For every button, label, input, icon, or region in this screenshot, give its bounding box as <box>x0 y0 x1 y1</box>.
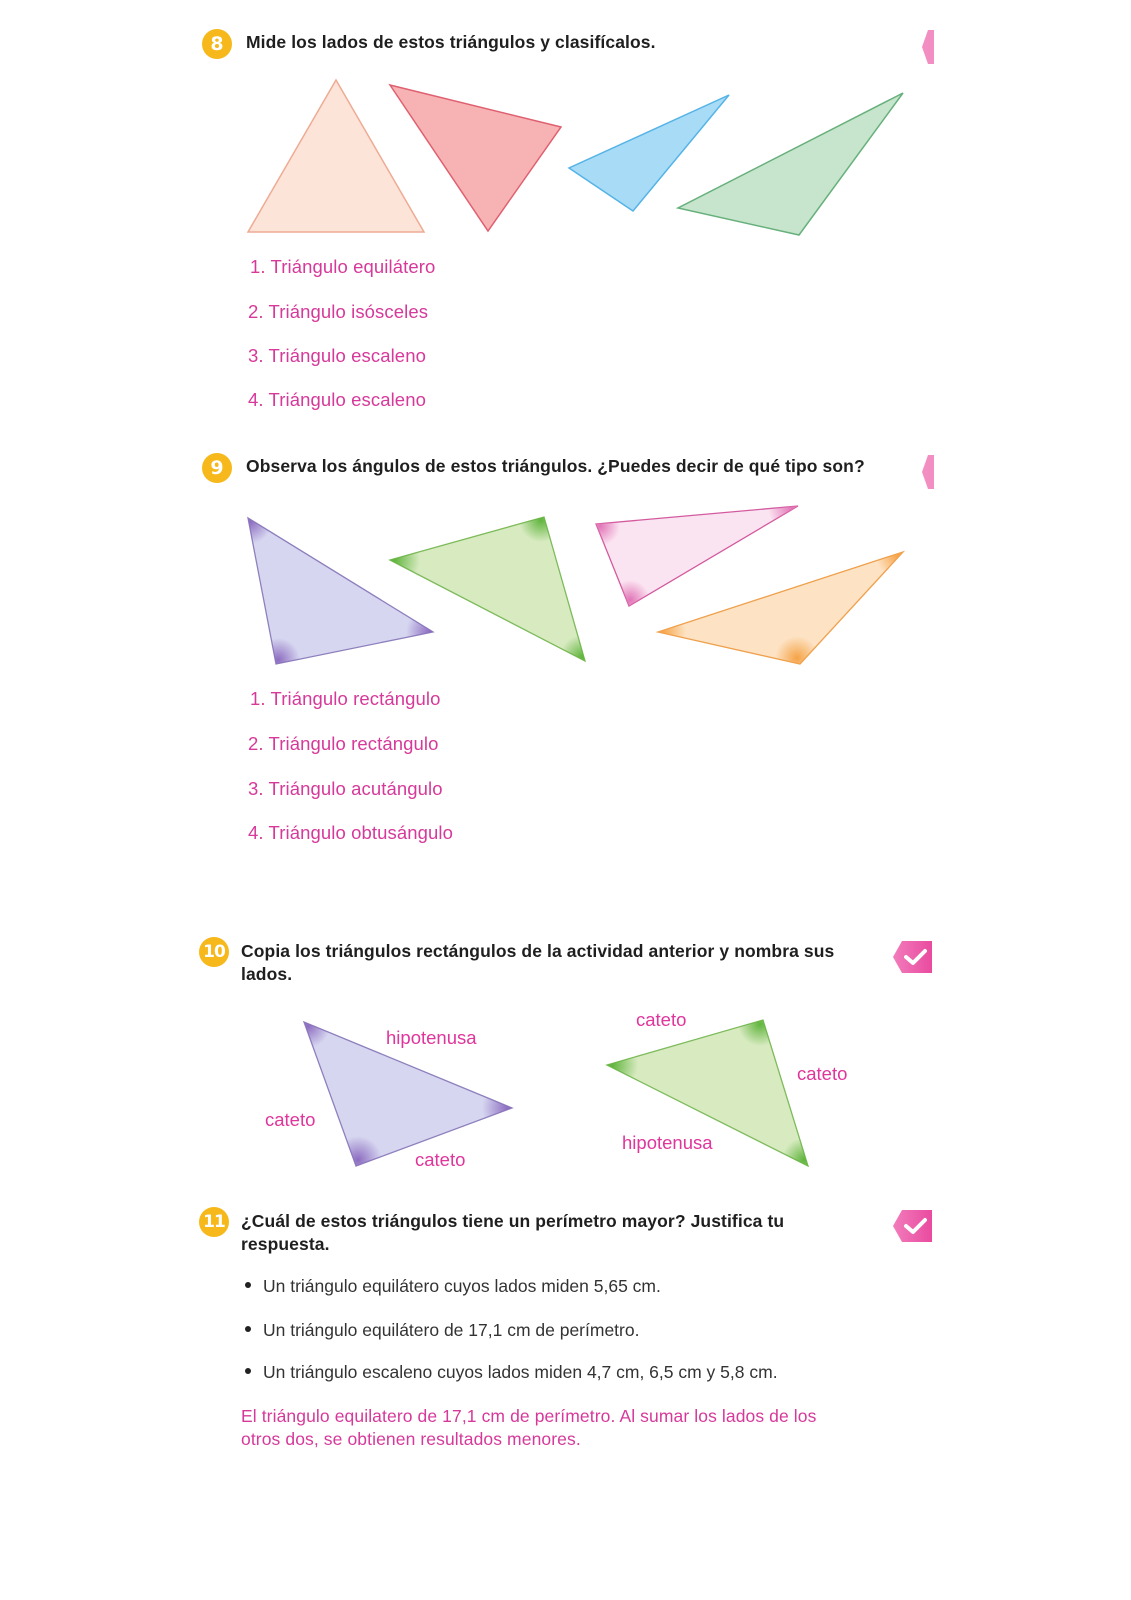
answer-2: 2. Triángulo rectángulo <box>248 733 439 754</box>
question-title: Mide los lados de estos triángulos y clasifícalos. <box>246 32 656 52</box>
bullet-text: Un triángulo equilátero de 17,1 cm de perímetro. <box>263 1320 640 1340</box>
question-title-line: lados. <box>241 964 293 984</box>
question-number: 8 <box>210 33 224 55</box>
answer-3: 3. Triángulo escaleno <box>248 345 426 366</box>
question-title-line: respuesta. <box>241 1234 330 1254</box>
answer-4: 4. Triángulo obtusángulo <box>248 822 454 843</box>
label-leg: cateto <box>636 1009 687 1030</box>
label-leg: cateto <box>265 1109 316 1130</box>
bullet-text: Un triángulo escaleno cuyos lados miden 4,7 cm, 6,5 cm y 5,8 cm. <box>263 1362 778 1382</box>
check-badge-icon <box>892 1209 932 1243</box>
bullet-text: Un triángulo equilátero cuyos lados miden 5,65 cm. <box>263 1276 661 1296</box>
label-hypotenuse: hipotenusa <box>386 1027 477 1048</box>
answer-3: 3. Triángulo acutángulo <box>248 778 443 799</box>
label-leg: cateto <box>415 1149 466 1170</box>
answer-2: 2. Triángulo isósceles <box>248 301 429 322</box>
answer-1: 1. Triángulo equilátero <box>250 256 436 277</box>
label-hypotenuse: hipotenusa <box>622 1132 713 1153</box>
bullet-icon <box>245 1282 251 1288</box>
label-leg: cateto <box>797 1063 848 1084</box>
question-title-line: Copia los triángulos rectángulos de la actividad anterior y nombra sus <box>241 941 835 961</box>
answer-4: 4. Triángulo escaleno <box>248 389 426 410</box>
list-item <box>245 1276 661 1297</box>
question-number: 10 <box>203 942 225 962</box>
question-number: 11 <box>203 1212 225 1232</box>
list-item <box>245 1320 639 1341</box>
answer-1: 1. Triángulo rectángulo <box>250 688 441 709</box>
question-title-line: ¿Cuál de estos triángulos tiene un perímetro mayor? Justifica tu <box>241 1211 785 1231</box>
answer-line: El triángulo equilatero de 17,1 cm de perímetro. Al sumar los lados de los <box>241 1406 817 1426</box>
question-title <box>241 1210 784 1256</box>
question-title: Observa los ángulos de estos triángulos. ¿Puedes decir de qué tipo son? <box>246 456 865 476</box>
answer-line: otros dos, se obtienen resultados menores. <box>241 1429 581 1449</box>
question-number-badge <box>199 1207 229 1237</box>
bullet-icon <box>245 1368 251 1374</box>
answer-text <box>241 1405 816 1451</box>
bullet-icon <box>245 1326 251 1332</box>
question-number: 9 <box>210 457 224 479</box>
list-item <box>245 1362 778 1383</box>
